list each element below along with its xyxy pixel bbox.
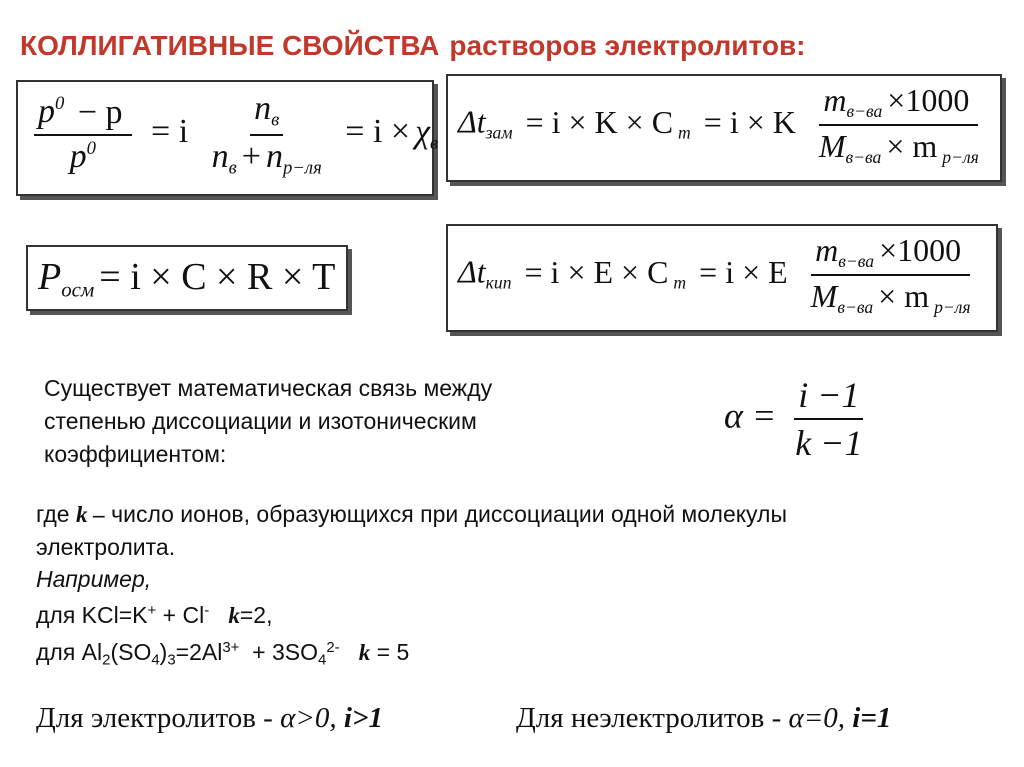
relation-line-3: коэффициентом: — [44, 441, 227, 467]
freezing-formula-box — [446, 74, 1002, 182]
boiling-formula-box — [446, 224, 998, 332]
alpha-formula: α = $\frac{i -1}{k -1}$ — [724, 374, 872, 464]
equals-i: = i — [151, 113, 189, 151]
vapor-pressure-fraction: $\frac{p^0 - p}{p^0}$ — [34, 93, 132, 175]
example-label: Например, — [36, 566, 152, 592]
mole-fraction: $\frac{n_в}{n_в + n_{р-ля}}$ — [211, 90, 322, 179]
boiling-formula: $\Delta t_{кип} = i \times E \times C$ $_m$ = i × E $\frac{m_{в-ва} \times 1000}{M_{в-ва} \times m _{р-ля}}$ — [458, 232, 981, 318]
title-part2: растворов электролитов: — [449, 30, 806, 61]
where-line-2: электролита. — [36, 534, 176, 560]
freezing-fraction: $\frac{m_{в-ва} \times 1000}{M_{в-ва} \times m _{р-ля}}$ — [818, 82, 979, 168]
title-part1: КОЛЛИГАТИВНЫЕ СВОЙСТВА — [20, 30, 440, 61]
where-line-1: где k – число ионов, образующихся при диссоциации одной молекулы — [36, 501, 788, 527]
raoult-formula-box — [16, 80, 439, 196]
osmotic-formula: $P_{осм} = i \times C \times R \times T$ — [38, 256, 336, 302]
example-al2so43: для $Al2(SO4)3=2Al^{3+} + 3SO4^{2-}$ k = 5 — [36, 639, 410, 669]
boiling-fraction: $\frac{m_{в-ва} \times 1000}{M_{в-ва} \times m _{р-ля}}$ — [810, 232, 971, 318]
osmotic-formula-box — [26, 245, 348, 311]
equals-i-times: = i × — [345, 113, 411, 151]
slide-title — [20, 30, 805, 62]
relation-line-1: Существует математическая связь между — [44, 375, 493, 401]
freezing-formula: $\Delta t_{зам} = i \times K \times C$ $_m$ = i × K $\frac{m_{в-ва} \times 1000}{M_{в-ва} \times m _{р-ля}}$ — [458, 82, 989, 168]
explanation-text — [36, 498, 787, 677]
bottom-electrolytes: Для электролитов - α>0, i>1 — [36, 702, 383, 734]
alpha-fraction: $\frac{i -1}{k -1}$ — [795, 375, 863, 463]
bottom-nonelectrolytes: Для неэлектролитов - α=0, i=1 — [516, 702, 892, 734]
raoult-formula: $\frac{p^0 - p}{p^0}$ = i $\frac{n_в}{n_в + n_{р-ля}}$ = $i \times \chi_в$ — [28, 90, 438, 179]
example-kcl: для KCl=K+ + Cl- k=2, — [36, 602, 273, 629]
relation-text — [44, 372, 492, 471]
relation-line-2: степенью диссоциации и изотоническим — [44, 408, 477, 434]
